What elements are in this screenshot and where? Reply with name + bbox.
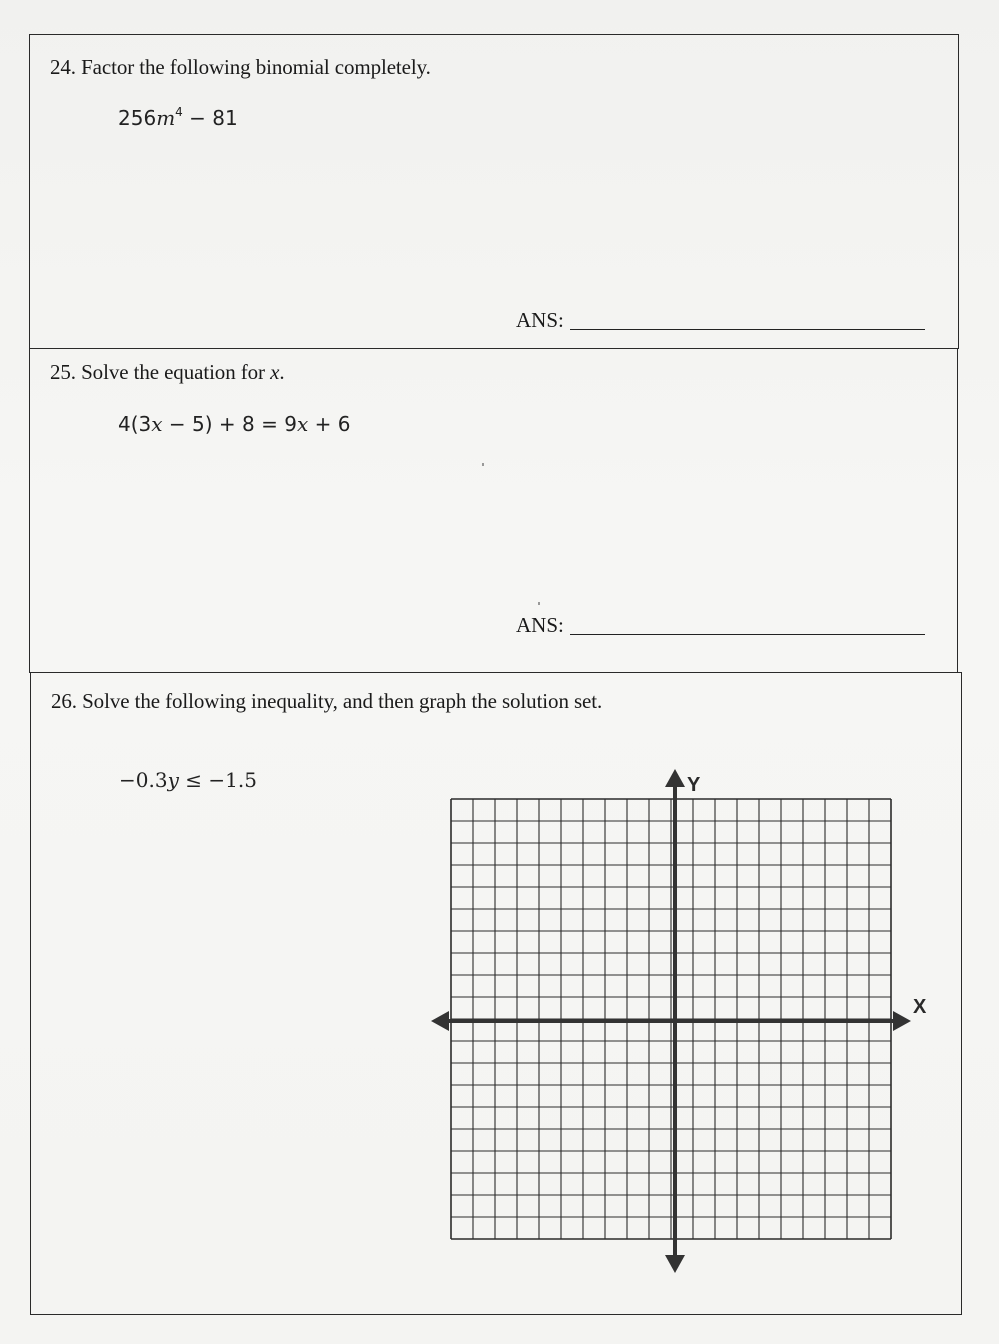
coordinate-grid[interactable] [431,769,931,1279]
question-24-answer-line[interactable] [570,329,925,330]
question-25-prompt: 25. Solve the equation for x. [50,360,285,384]
x-axis-right-arrow [893,1011,911,1031]
paper-speck [482,463,484,466]
question-24-expression: $256m^4 - 81$ [118,105,238,130]
question-25-expression: 4(3x − 5) + 8 = 9x + 6 [118,412,351,436]
question-24-ans-label: ANS: [516,308,564,332]
question-24-prompt: 24. Factor the following binomial completely. [50,55,431,79]
question-26-box [30,672,962,1315]
x-axis-left-arrow [431,1011,449,1031]
question-25-ans-label: ANS: [516,613,564,637]
x-axis-label: X [913,996,927,1018]
question-24-box [29,34,959,349]
question-26-prompt: 26. Solve the following inequality, and then graph the solution set. [51,689,603,713]
question-26-expression: −0.3y ≤ −1.5 [119,768,257,792]
question-25-box [29,348,958,673]
question-25-answer-line[interactable] [570,634,925,635]
y-axis-up-arrow [665,769,685,787]
y-axis-down-arrow [665,1255,685,1273]
paper-speck [538,602,540,605]
y-axis-label: Y [687,774,701,796]
